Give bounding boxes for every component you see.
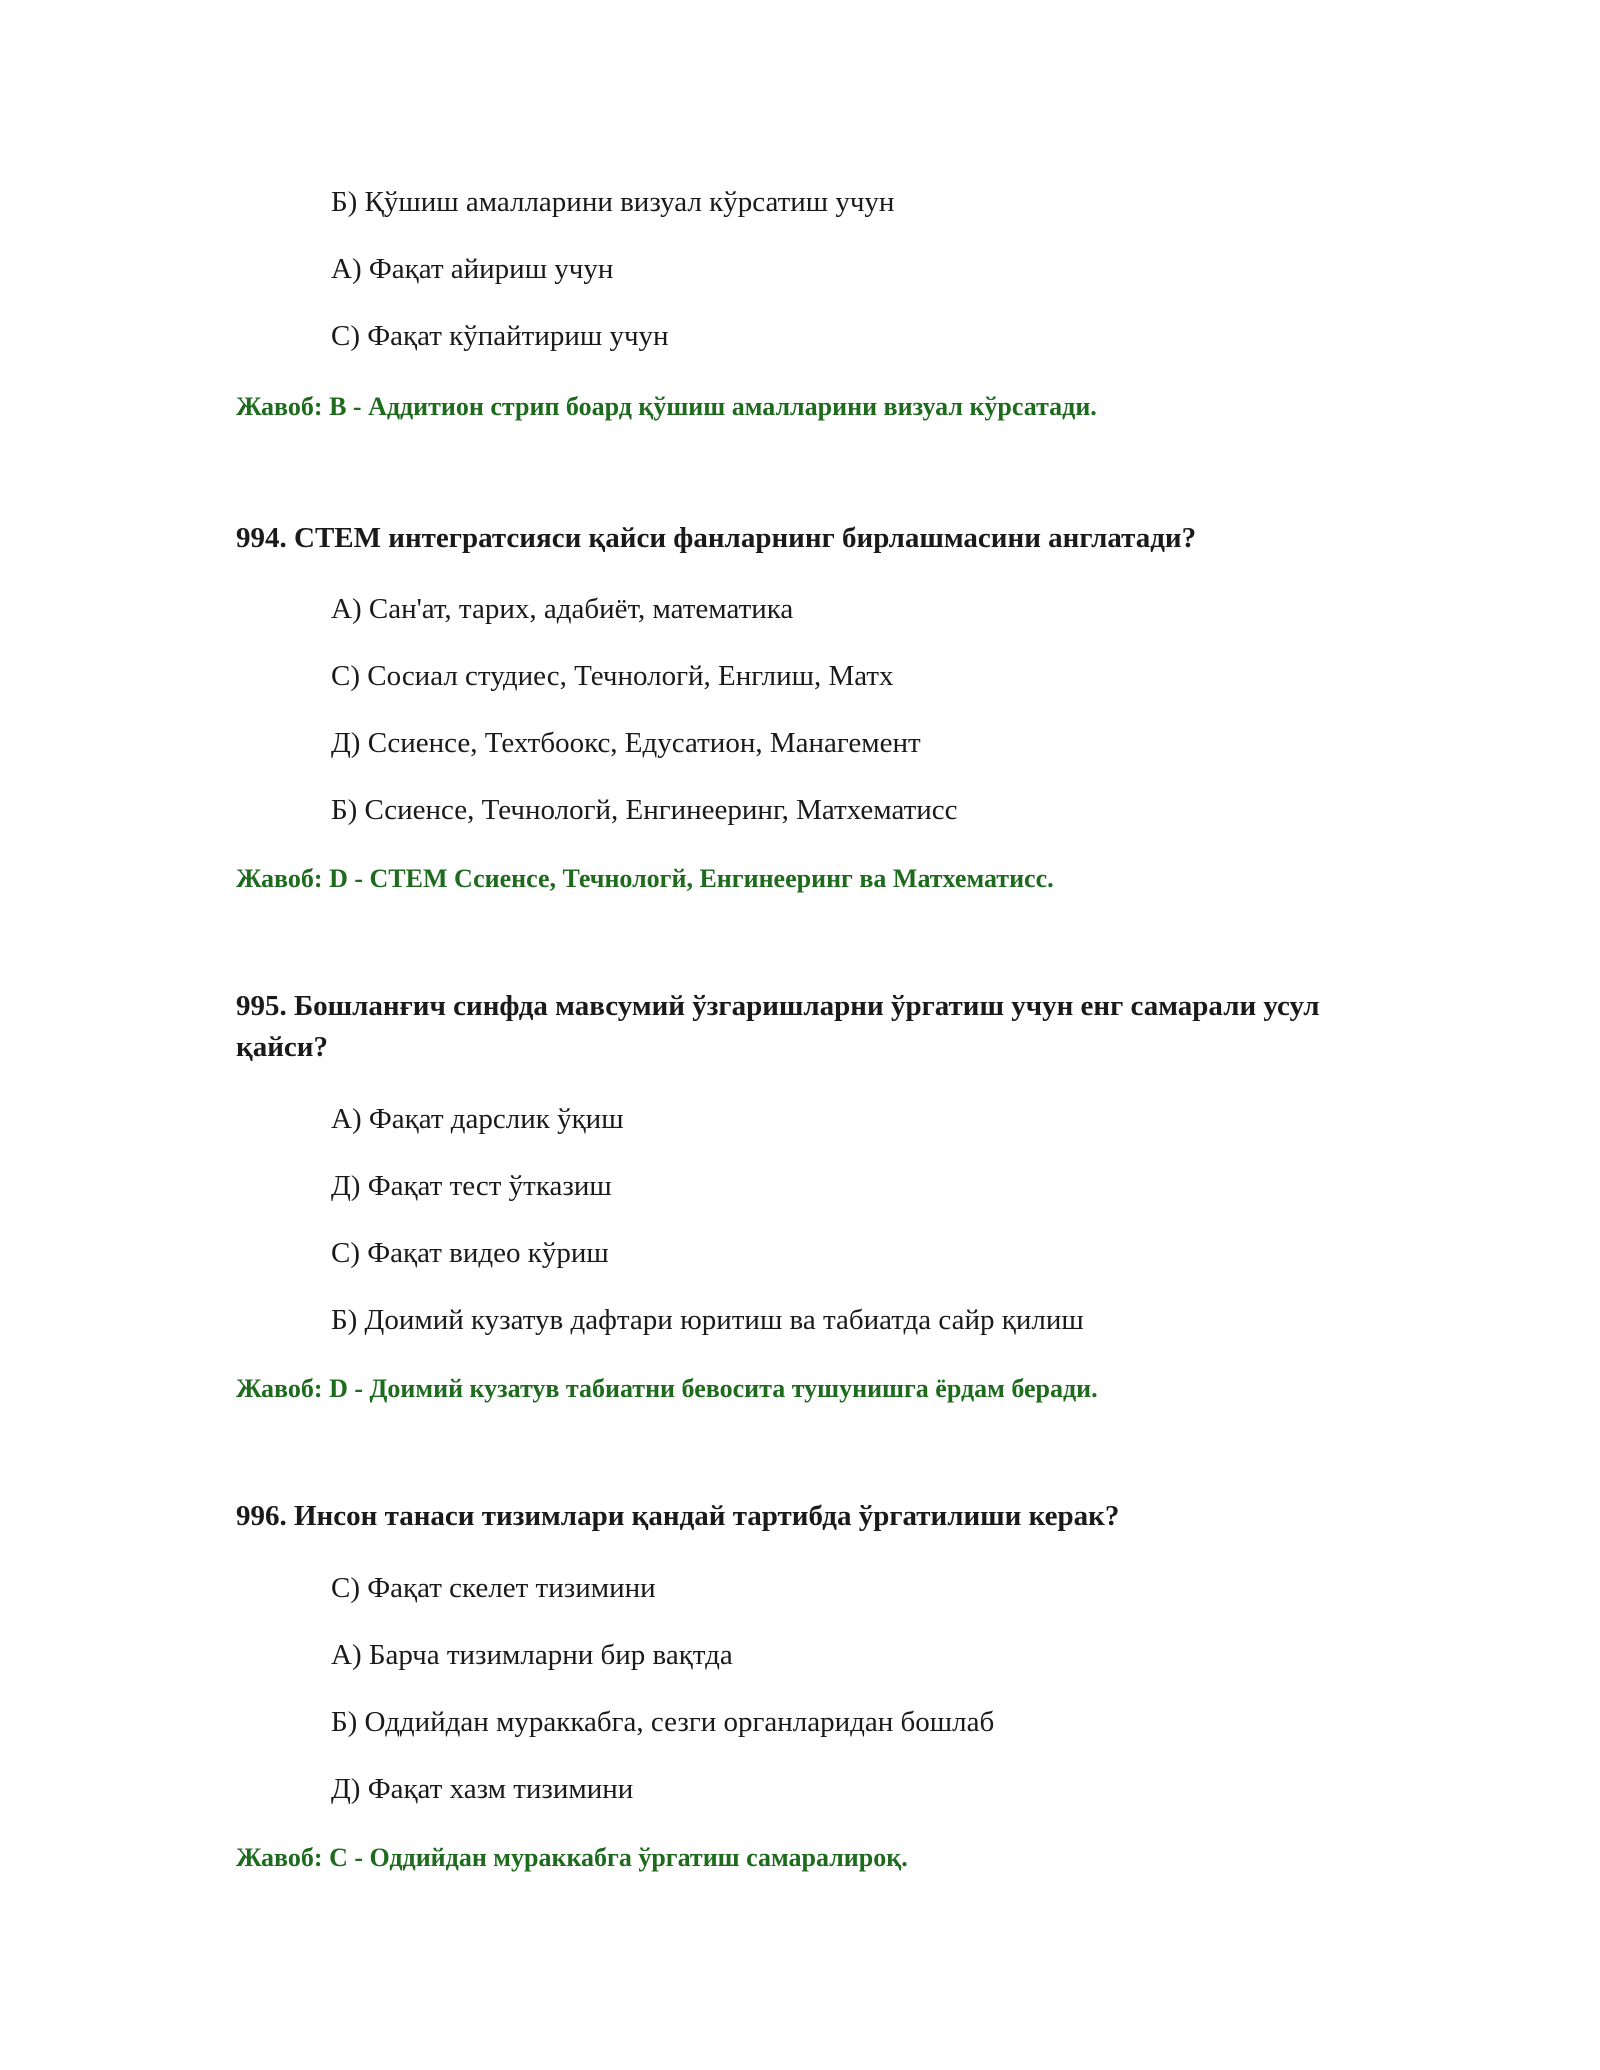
option-b: Б) Ссиенсе, Течнологй, Енгинееринг, Матхематисс	[331, 794, 958, 826]
option-c: С) Фақат видео кўриш	[331, 1237, 609, 1269]
answer-line: Жавоб: B - Аддитион стрип боард қўшиш амалларини визуал кўрсатади.	[236, 392, 1097, 421]
answer-line: Жавоб: D - СТЕМ Ссиенсе, Течнологй, Енгинееринг ва Матхематисс.	[236, 864, 1054, 893]
question-996: 996. Инсон танаси тизимлари қандай тартибда ўргатилиши керак?	[236, 1500, 1120, 1532]
option-a: А) Барча тизимларни бир вақтда	[331, 1639, 733, 1671]
option-c: С) Фақат скелет тизимини	[331, 1572, 656, 1604]
option-d: Д) Фақат хазм тизимини	[331, 1773, 634, 1805]
option-b: Б) Қўшиш амалларини визуал кўрсатиш учун	[331, 186, 895, 218]
option-d: Д) Ссиенсе, Техтбоокс, Едусатион, Манагемент	[331, 727, 921, 759]
question-994: 994. СТЕМ интегратсияси қайси фанларнинг бирлашмасини англатади?	[236, 522, 1197, 554]
option-c: С) Фақат кўпайтириш учун	[331, 320, 669, 352]
answer-line: Жавоб: C - Оддийдан мураккабга ўргатиш самаралироқ.	[236, 1843, 908, 1872]
answer-line: Жавоб: D - Доимий кузатув табиатни бевосита тушунишга ёрдам беради.	[236, 1374, 1098, 1403]
option-a: А) Фақат дарслик ўқиш	[331, 1103, 624, 1135]
option-b: Б) Доимий кузатув дафтари юритиш ва табиатда сайр қилиш	[331, 1304, 1084, 1336]
option-a: А) Сан'ат, тарих, адабиёт, математика	[331, 593, 794, 625]
option-d: Д) Фақат тест ўтказиш	[331, 1170, 612, 1202]
option-a: А) Фақат айириш учун	[331, 253, 614, 285]
option-b: Б) Оддийдан мураккабга, сезги органларидан бошлаб	[331, 1706, 995, 1738]
option-c: С) Сосиал студиес, Течнологй, Енглиш, Матх	[331, 660, 894, 692]
question-995: 995. Бошланғич синфда мавсумий ўзгаришларни ўргатиш учун енг самарали усул қайси?	[236, 990, 1320, 1063]
